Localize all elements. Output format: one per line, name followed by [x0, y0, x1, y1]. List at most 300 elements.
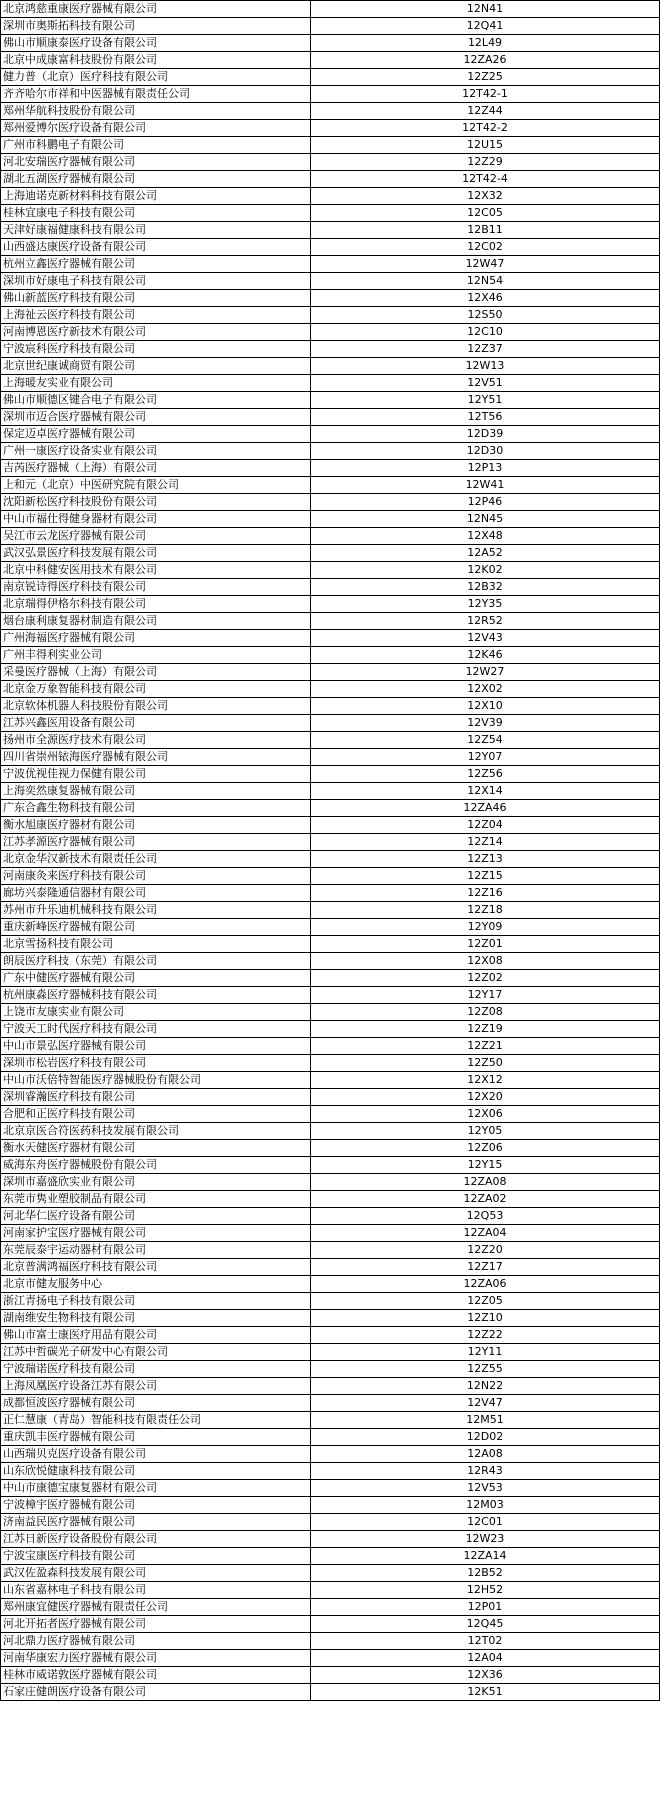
table-row	[1, 1242, 660, 1259]
booth-code-cell: 12V53	[311, 1480, 660, 1497]
company-name-cell: 合肥和正医疗科技有限公司	[1, 1106, 311, 1123]
company-name-cell: 湖北五湖医疗器械有限公司	[1, 171, 311, 188]
booth-code-cell: 12Y35	[311, 596, 660, 613]
company-name-cell: 中山市景弘医疗器械有限公司	[1, 1038, 311, 1055]
company-name-cell: 保定迈卓医疗器械有限公司	[1, 426, 311, 443]
company-name-cell: 扬州市全源医疗技术有限公司	[1, 732, 311, 749]
table-row	[1, 239, 660, 256]
table-row	[1, 1446, 660, 1463]
booth-code-cell: 12C01	[311, 1514, 660, 1531]
table-row	[1, 103, 660, 120]
booth-code-cell: 12V39	[311, 715, 660, 732]
booth-code-cell: 12C10	[311, 324, 660, 341]
booth-code-cell: 12N54	[311, 273, 660, 290]
company-name-cell: 杭州立鑫医疗器械有限公司	[1, 256, 311, 273]
company-name-cell: 上海迪诺克新材料科技有限公司	[1, 188, 311, 205]
table-row	[1, 1123, 660, 1140]
booth-code-cell: 12Z15	[311, 868, 660, 885]
booth-code-cell: 12T42-1	[311, 86, 660, 103]
company-name-cell: 广东中健医疗器械有限公司	[1, 970, 311, 987]
company-name-cell: 宁波优视佳视力保健有限公司	[1, 766, 311, 783]
company-name-cell: 吉芮医疗器械（上海）有限公司	[1, 460, 311, 477]
table-row	[1, 256, 660, 273]
table-row	[1, 1106, 660, 1123]
company-name-cell: 佛山新蓝医疗科技有限公司	[1, 290, 311, 307]
booth-code-cell: 12Z29	[311, 154, 660, 171]
table-row	[1, 1276, 660, 1293]
booth-code-cell: 12X32	[311, 188, 660, 205]
company-name-cell: 健力普（北京）医疗科技有限公司	[1, 69, 311, 86]
table-row	[1, 902, 660, 919]
booth-code-cell: 12T42-2	[311, 120, 660, 137]
booth-code-cell: 12V47	[311, 1395, 660, 1412]
booth-code-cell: 12Q45	[311, 1616, 660, 1633]
table-row	[1, 987, 660, 1004]
booth-code-cell: 12Z02	[311, 970, 660, 987]
booth-code-cell: 12ZA14	[311, 1548, 660, 1565]
company-name-cell: 河北鼎力医疗器械有限公司	[1, 1633, 311, 1650]
table-row	[1, 273, 660, 290]
company-name-cell: 河南华康宏力医疗器械有限公司	[1, 1650, 311, 1667]
table-row	[1, 698, 660, 715]
table-row	[1, 1582, 660, 1599]
booth-code-cell: 12W47	[311, 256, 660, 273]
table-row	[1, 1463, 660, 1480]
company-name-cell: 上海凤凰医疗设备江苏有限公司	[1, 1378, 311, 1395]
booth-code-cell: 12P01	[311, 1599, 660, 1616]
table-row	[1, 1480, 660, 1497]
table-row	[1, 851, 660, 868]
booth-code-cell: 12X02	[311, 681, 660, 698]
company-name-cell: 武汉佐盈森科技发展有限公司	[1, 1565, 311, 1582]
company-name-cell: 北京市健友服务中心	[1, 1276, 311, 1293]
booth-code-cell: 12L49	[311, 35, 660, 52]
table-row	[1, 1412, 660, 1429]
table-row	[1, 460, 660, 477]
exhibitor-table-body	[1, 1, 660, 1701]
booth-code-cell: 12M51	[311, 1412, 660, 1429]
booth-code-cell: 12ZA02	[311, 1191, 660, 1208]
company-name-cell: 郑州康宜健医疗器械有限责任公司	[1, 1599, 311, 1616]
booth-code-cell: 12M03	[311, 1497, 660, 1514]
table-row	[1, 154, 660, 171]
table-row	[1, 188, 660, 205]
company-name-cell: 北京世纪康诚商贸有限公司	[1, 358, 311, 375]
table-row	[1, 1259, 660, 1276]
company-name-cell: 佛山市顺德区键合电子有限公司	[1, 392, 311, 409]
booth-code-cell: 12Z13	[311, 851, 660, 868]
company-name-cell: 衡水天健医疗器材有限公司	[1, 1140, 311, 1157]
table-row	[1, 69, 660, 86]
company-name-cell: 沈阳新松医疗科技股份有限公司	[1, 494, 311, 511]
table-row	[1, 1684, 660, 1701]
booth-code-cell: 12U15	[311, 137, 660, 154]
booth-code-cell: 12Y09	[311, 919, 660, 936]
table-row	[1, 1378, 660, 1395]
table-row	[1, 1208, 660, 1225]
table-row	[1, 953, 660, 970]
company-name-cell: 北京金万象智能科技有限公司	[1, 681, 311, 698]
table-row	[1, 1310, 660, 1327]
company-name-cell: 深圳市迈合医疗器械有限公司	[1, 409, 311, 426]
booth-code-cell: 12Z10	[311, 1310, 660, 1327]
booth-code-cell: 12Z18	[311, 902, 660, 919]
table-row	[1, 1157, 660, 1174]
booth-code-cell: 12A04	[311, 1650, 660, 1667]
booth-code-cell: 12ZA26	[311, 52, 660, 69]
company-name-cell: 南京锐诗得医疗科技有限公司	[1, 579, 311, 596]
company-name-cell: 山西瑞贝克医疗设备有限公司	[1, 1446, 311, 1463]
table-row	[1, 817, 660, 834]
table-row	[1, 868, 660, 885]
company-name-cell: 上海祉云医疗科技有限公司	[1, 307, 311, 324]
table-row	[1, 528, 660, 545]
company-name-cell: 江苏日新医疗设备股份有限公司	[1, 1531, 311, 1548]
company-name-cell: 武汉弘景医疗科技发展有限公司	[1, 545, 311, 562]
table-row	[1, 1548, 660, 1565]
table-row	[1, 511, 660, 528]
company-name-cell: 北京瑞得伊格尔科技有限公司	[1, 596, 311, 613]
company-name-cell: 郑州华航科技股份有限公司	[1, 103, 311, 120]
booth-code-cell: 12W23	[311, 1531, 660, 1548]
company-name-cell: 桂林宜康电子科技有限公司	[1, 205, 311, 222]
booth-code-cell: 12Y17	[311, 987, 660, 1004]
table-row	[1, 1038, 660, 1055]
table-row	[1, 630, 660, 647]
booth-code-cell: 12W41	[311, 477, 660, 494]
booth-code-cell: 12ZA08	[311, 1174, 660, 1191]
company-name-cell: 郑州爱博尔医疗设备有限公司	[1, 120, 311, 137]
company-name-cell: 烟台康利康复器材制造有限公司	[1, 613, 311, 630]
booth-code-cell: 12K51	[311, 1684, 660, 1701]
booth-code-cell: 12ZA46	[311, 800, 660, 817]
company-name-cell: 桂林市威诺敦医疗器械有限公司	[1, 1667, 311, 1684]
booth-code-cell: 12Y11	[311, 1344, 660, 1361]
booth-code-cell: 12A52	[311, 545, 660, 562]
company-name-cell: 宁波宝康医疗科技有限公司	[1, 1548, 311, 1565]
company-name-cell: 河北开拓者医疗器械有限公司	[1, 1616, 311, 1633]
table-row	[1, 681, 660, 698]
booth-code-cell: 12D30	[311, 443, 660, 460]
booth-code-cell: 12B52	[311, 1565, 660, 1582]
company-name-cell: 江苏孝源医疗器械有限公司	[1, 834, 311, 851]
company-name-cell: 北京中科健安医用技术有限公司	[1, 562, 311, 579]
booth-code-cell: 12Z08	[311, 1004, 660, 1021]
company-name-cell: 深圳睿瀚医疗科技有限公司	[1, 1089, 311, 1106]
booth-code-cell: 12Z19	[311, 1021, 660, 1038]
table-row	[1, 1497, 660, 1514]
table-row	[1, 1021, 660, 1038]
booth-code-cell: 12X06	[311, 1106, 660, 1123]
table-row	[1, 613, 660, 630]
company-name-cell: 中山市沃倍特智能医疗器械股份有限公司	[1, 1072, 311, 1089]
company-name-cell: 河南家护宝医疗器械有限公司	[1, 1225, 311, 1242]
company-name-cell: 宁波樟宇医疗器械有限公司	[1, 1497, 311, 1514]
booth-code-cell: 12B32	[311, 579, 660, 596]
table-row	[1, 324, 660, 341]
company-name-cell: 宁波宸科医疗科技有限公司	[1, 341, 311, 358]
booth-code-cell: 12H52	[311, 1582, 660, 1599]
booth-code-cell: 12T42-4	[311, 171, 660, 188]
company-name-cell: 山西盛达康医疗设备有限公司	[1, 239, 311, 256]
table-row	[1, 1599, 660, 1616]
table-row	[1, 664, 660, 681]
company-name-cell: 广州海福医疗器械有限公司	[1, 630, 311, 647]
company-name-cell: 东莞辰泰宇运动器材有限公司	[1, 1242, 311, 1259]
table-row	[1, 1293, 660, 1310]
table-row	[1, 35, 660, 52]
booth-code-cell: 12Z20	[311, 1242, 660, 1259]
table-row	[1, 783, 660, 800]
company-name-cell: 宁波天工时代医疗科技有限公司	[1, 1021, 311, 1038]
company-name-cell: 济南益民医疗器械有限公司	[1, 1514, 311, 1531]
booth-code-cell: 12N22	[311, 1378, 660, 1395]
company-name-cell: 上海暖友实业有限公司	[1, 375, 311, 392]
company-name-cell: 中山市康德宝康复器材有限公司	[1, 1480, 311, 1497]
company-name-cell: 北京普满鸿福医疗科技有限公司	[1, 1259, 311, 1276]
table-row	[1, 1531, 660, 1548]
table-row	[1, 494, 660, 511]
table-row	[1, 562, 660, 579]
booth-code-cell: 12Z01	[311, 936, 660, 953]
table-row	[1, 1361, 660, 1378]
company-name-cell: 广东合鑫生物科技有限公司	[1, 800, 311, 817]
table-row	[1, 1650, 660, 1667]
company-name-cell: 苏州市升乐迪机械科技有限公司	[1, 902, 311, 919]
booth-code-cell: 12Z37	[311, 341, 660, 358]
table-row	[1, 341, 660, 358]
booth-code-cell: 12Z56	[311, 766, 660, 783]
company-name-cell: 北京金华汉新技术有限责任公司	[1, 851, 311, 868]
table-row	[1, 358, 660, 375]
table-row	[1, 171, 660, 188]
table-row	[1, 766, 660, 783]
company-name-cell: 齐齐哈尔市祥和中医器械有限责任公司	[1, 86, 311, 103]
booth-code-cell: 12X12	[311, 1072, 660, 1089]
table-row	[1, 936, 660, 953]
company-name-cell: 江苏中哲碳光子研发中心有限公司	[1, 1344, 311, 1361]
table-row	[1, 1225, 660, 1242]
booth-code-cell: 12Y05	[311, 1123, 660, 1140]
table-row	[1, 137, 660, 154]
company-name-cell: 河北安瑞医疗器械有限公司	[1, 154, 311, 171]
table-row	[1, 307, 660, 324]
booth-code-cell: 12Z44	[311, 103, 660, 120]
booth-code-cell: 12Z16	[311, 885, 660, 902]
booth-code-cell: 12P46	[311, 494, 660, 511]
company-name-cell: 山东省嘉林电子科技有限公司	[1, 1582, 311, 1599]
booth-code-cell: 12Z55	[311, 1361, 660, 1378]
table-row	[1, 477, 660, 494]
company-name-cell: 浙江青扬电子科技有限公司	[1, 1293, 311, 1310]
table-row	[1, 919, 660, 936]
booth-code-cell: 12X48	[311, 528, 660, 545]
table-row	[1, 1055, 660, 1072]
booth-code-cell: 12Z14	[311, 834, 660, 851]
booth-code-cell: 12D39	[311, 426, 660, 443]
company-name-cell: 深圳市好康电子科技有限公司	[1, 273, 311, 290]
booth-code-cell: 12R52	[311, 613, 660, 630]
company-name-cell: 北京京医合符医药科技发展有限公司	[1, 1123, 311, 1140]
booth-code-cell: 12D02	[311, 1429, 660, 1446]
table-row	[1, 1089, 660, 1106]
table-row	[1, 86, 660, 103]
table-row	[1, 1616, 660, 1633]
table-row	[1, 885, 660, 902]
company-name-cell: 广州市科鹏电子有限公司	[1, 137, 311, 154]
table-row	[1, 1395, 660, 1412]
company-name-cell: 河南康灸来医疗科技有限公司	[1, 868, 311, 885]
table-row	[1, 443, 660, 460]
table-row	[1, 596, 660, 613]
booth-code-cell: 12B11	[311, 222, 660, 239]
booth-code-cell: 12Y15	[311, 1157, 660, 1174]
table-row	[1, 749, 660, 766]
table-row	[1, 1327, 660, 1344]
company-name-cell: 上饶市友康实业有限公司	[1, 1004, 311, 1021]
booth-code-cell: 12T56	[311, 409, 660, 426]
booth-code-cell: 12Z21	[311, 1038, 660, 1055]
company-name-cell: 东莞市隽业塑胶制品有限公司	[1, 1191, 311, 1208]
booth-code-cell: 12X46	[311, 290, 660, 307]
table-row	[1, 426, 660, 443]
table-row	[1, 970, 660, 987]
company-name-cell: 广州丰得利实业公司	[1, 647, 311, 664]
booth-code-cell: 12X10	[311, 698, 660, 715]
table-row	[1, 52, 660, 69]
booth-code-cell: 12T02	[311, 1633, 660, 1650]
company-name-cell: 中山市福仕得健身器材有限公司	[1, 511, 311, 528]
table-row	[1, 1, 660, 18]
table-row	[1, 800, 660, 817]
company-name-cell: 宁波瑞诺医疗科技有限公司	[1, 1361, 311, 1378]
table-row	[1, 1633, 660, 1650]
company-name-cell: 四川省崇州铱海医疗器械有限公司	[1, 749, 311, 766]
table-row	[1, 1667, 660, 1684]
company-name-cell: 衡水旭康医疗器材有限公司	[1, 817, 311, 834]
company-name-cell: 威海东舟医疗器械股份有限公司	[1, 1157, 311, 1174]
booth-code-cell: 12Z54	[311, 732, 660, 749]
company-name-cell: 吴江市云龙医疗器械有限公司	[1, 528, 311, 545]
company-name-cell: 天津好康福健康科技有限公司	[1, 222, 311, 239]
booth-code-cell: 12Q41	[311, 18, 660, 35]
company-name-cell: 佛山市顺康泰医疗设备有限公司	[1, 35, 311, 52]
booth-code-cell: 12Q53	[311, 1208, 660, 1225]
company-name-cell: 湖南维安生物科技有限公司	[1, 1310, 311, 1327]
booth-code-cell: 12K02	[311, 562, 660, 579]
company-name-cell: 上和元（北京）中医研究院有限公司	[1, 477, 311, 494]
table-row	[1, 392, 660, 409]
table-row	[1, 647, 660, 664]
table-row	[1, 290, 660, 307]
company-name-cell: 石家庄健朗医疗设备有限公司	[1, 1684, 311, 1701]
booth-code-cell: 12W13	[311, 358, 660, 375]
company-name-cell: 成都恒波医疗器械有限公司	[1, 1395, 311, 1412]
company-name-cell: 山东欣悦健康科技有限公司	[1, 1463, 311, 1480]
table-row	[1, 222, 660, 239]
booth-code-cell: 12Z50	[311, 1055, 660, 1072]
company-name-cell: 深圳市松岩医疗科技有限公司	[1, 1055, 311, 1072]
company-name-cell: 重庆新峰医疗器械有限公司	[1, 919, 311, 936]
company-name-cell: 采曼医疗器械（上海）有限公司	[1, 664, 311, 681]
booth-code-cell: 12Z05	[311, 1293, 660, 1310]
company-name-cell: 深圳市奥斯拓科技有限公司	[1, 18, 311, 35]
company-name-cell: 北京中成康富科技股份有限公司	[1, 52, 311, 69]
table-row	[1, 1072, 660, 1089]
table-row	[1, 1174, 660, 1191]
table-row	[1, 1191, 660, 1208]
table-row	[1, 205, 660, 222]
booth-code-cell: 12X36	[311, 1667, 660, 1684]
table-row	[1, 1514, 660, 1531]
booth-code-cell: 12C02	[311, 239, 660, 256]
table-row	[1, 545, 660, 562]
booth-code-cell: 12Z25	[311, 69, 660, 86]
company-name-cell: 佛山市富士康医疗用品有限公司	[1, 1327, 311, 1344]
booth-code-cell: 12R43	[311, 1463, 660, 1480]
booth-code-cell: 12X14	[311, 783, 660, 800]
company-name-cell: 重庆凯丰医疗器械有限公司	[1, 1429, 311, 1446]
booth-code-cell: 12X08	[311, 953, 660, 970]
company-name-cell: 广州一康医疗设备实业有限公司	[1, 443, 311, 460]
company-name-cell: 上海奕然康复器械有限公司	[1, 783, 311, 800]
booth-code-cell: 12Y07	[311, 749, 660, 766]
booth-code-cell: 12Z04	[311, 817, 660, 834]
booth-code-cell: 12Z06	[311, 1140, 660, 1157]
company-name-cell: 江苏兴鑫医用设备有限公司	[1, 715, 311, 732]
table-row	[1, 18, 660, 35]
company-name-cell: 北京软体机器人科技股份有限公司	[1, 698, 311, 715]
table-row	[1, 375, 660, 392]
company-name-cell: 河南博恩医疗新技术有限公司	[1, 324, 311, 341]
table-row	[1, 1004, 660, 1021]
booth-code-cell: 12S50	[311, 307, 660, 324]
booth-code-cell: 12Z17	[311, 1259, 660, 1276]
table-row	[1, 732, 660, 749]
company-name-cell: 正仁慧康（青岛）智能科技有限责任公司	[1, 1412, 311, 1429]
booth-code-cell: 12X20	[311, 1089, 660, 1106]
table-row	[1, 579, 660, 596]
company-name-cell: 朗辰医疗科技（东莞）有限公司	[1, 953, 311, 970]
booth-code-cell: 12N41	[311, 1, 660, 18]
table-row	[1, 1344, 660, 1361]
company-name-cell: 杭州康淼医疗器械科技有限公司	[1, 987, 311, 1004]
table-row	[1, 120, 660, 137]
company-name-cell: 河北华仁医疗设备有限公司	[1, 1208, 311, 1225]
booth-code-cell: 12Y51	[311, 392, 660, 409]
company-name-cell: 北京雪扬科技有限公司	[1, 936, 311, 953]
table-row	[1, 409, 660, 426]
booth-code-cell: 12V51	[311, 375, 660, 392]
company-name-cell: 深圳市嘉盛欣实业有限公司	[1, 1174, 311, 1191]
table-row	[1, 1565, 660, 1582]
company-name-cell: 廊坊兴泰隆通信器材有限公司	[1, 885, 311, 902]
booth-code-cell: 12V43	[311, 630, 660, 647]
table-row	[1, 834, 660, 851]
booth-code-cell: 12Z22	[311, 1327, 660, 1344]
booth-code-cell: 12W27	[311, 664, 660, 681]
booth-code-cell: 12K46	[311, 647, 660, 664]
table-row	[1, 1429, 660, 1446]
booth-code-cell: 12ZA04	[311, 1225, 660, 1242]
table-row	[1, 715, 660, 732]
company-name-cell: 北京鸿慈重康医疗器械有限公司	[1, 1, 311, 18]
booth-code-cell: 12N45	[311, 511, 660, 528]
table-row	[1, 1140, 660, 1157]
booth-code-cell: 12ZA06	[311, 1276, 660, 1293]
booth-code-cell: 12P13	[311, 460, 660, 477]
booth-code-cell: 12A08	[311, 1446, 660, 1463]
